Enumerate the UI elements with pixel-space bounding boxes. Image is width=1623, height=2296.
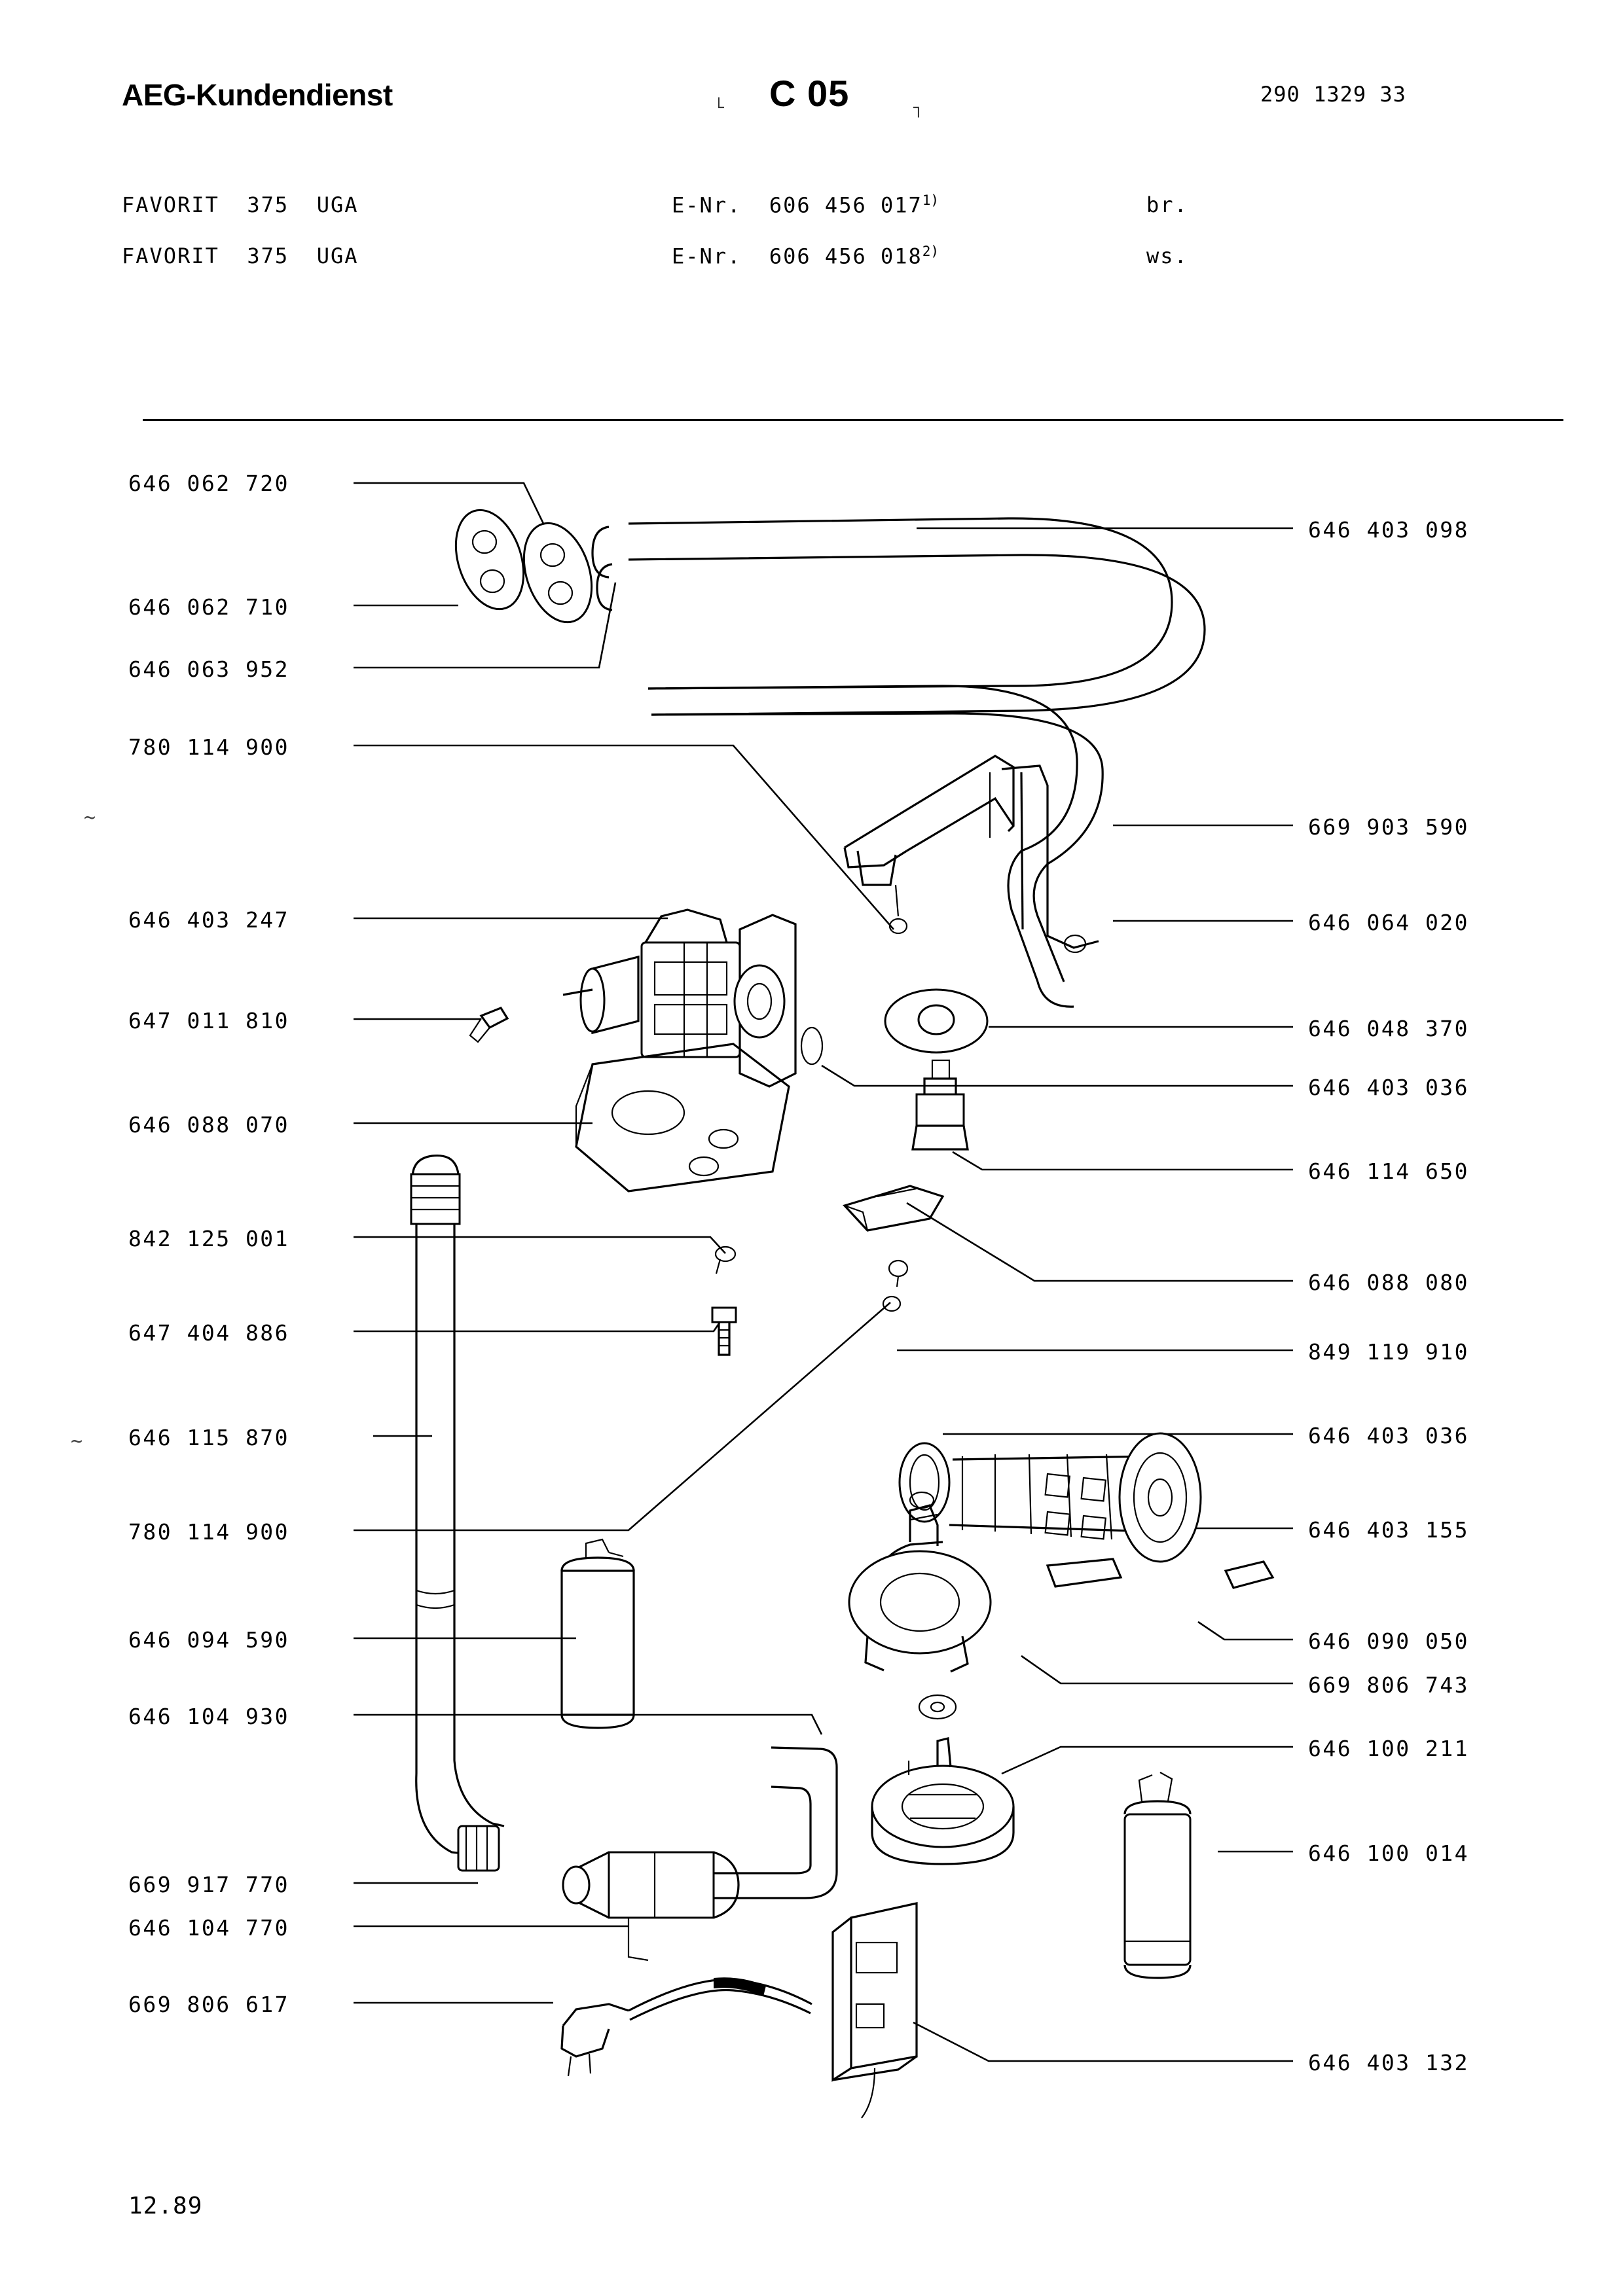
part-number-label: 780 114 900 — [128, 734, 290, 760]
model-name: FAVORIT 375 UGA — [122, 243, 359, 268]
part-number-label: 669 806 617 — [128, 1992, 290, 2017]
part-number-label: 646 090 050 — [1308, 1628, 1470, 1654]
margin-tick-icon: ~ — [84, 806, 96, 829]
model-enr-footnote: 2) — [922, 243, 939, 259]
model-enr: E-Nr. 606 456 017$^{1)}$ — [672, 192, 939, 218]
drain-hose-part — [411, 1156, 504, 1871]
washer-part — [919, 1695, 956, 1719]
part-number-label: 646 062 710 — [128, 594, 290, 620]
part-number-label: 646 048 370 — [1308, 1016, 1470, 1041]
pump-base-plate-part — [576, 1044, 789, 1191]
model-enr-footnote: 1) — [922, 192, 939, 208]
part-number-label: 646 403 155 — [1308, 1517, 1470, 1543]
part-number-label: 646 104 770 — [128, 1915, 290, 1941]
screw-part — [712, 1308, 736, 1355]
part-number-label: 669 903 590 — [1308, 814, 1470, 840]
part-number-label: 669 806 743 — [1308, 1672, 1470, 1698]
part-number-label: 646 063 952 — [128, 656, 290, 682]
element-clamp-part — [444, 501, 604, 631]
mounting-bracket-part — [845, 756, 1013, 933]
part-number-label: 646 104 930 — [128, 1704, 290, 1729]
part-number-label: 646 100 211 — [1308, 1736, 1470, 1761]
capacitor-part — [1125, 1772, 1190, 1978]
footer-date: 12.89 — [128, 2193, 203, 2219]
model-name: FAVORIT 375 UGA — [122, 192, 359, 217]
part-number-label: 646 403 098 — [1308, 517, 1470, 543]
part-number-label: 646 062 720 — [128, 471, 290, 496]
clip-bracket-part — [845, 1186, 943, 1230]
washer-part — [801, 1028, 822, 1064]
small-clip-part — [889, 1261, 907, 1287]
part-number-label: 646 403 132 — [1308, 2050, 1470, 2075]
part-number-label: 849 119 910 — [1308, 1339, 1470, 1365]
small-clip-part — [883, 1297, 900, 1311]
pump-motor-part — [563, 910, 795, 1086]
part-number-label: 669 917 770 — [128, 1872, 290, 1897]
part-number-label: 646 403 247 — [128, 907, 290, 933]
part-number-label: 646 100 014 — [1308, 1840, 1470, 1866]
part-number-label: 646 064 020 — [1308, 910, 1470, 935]
part-number-label: 646 094 590 — [128, 1627, 290, 1653]
part-number-label: 646 403 036 — [1308, 1423, 1470, 1448]
code-bracket-left-icon: └ — [714, 98, 724, 118]
code-bracket-right-icon: ┐ — [913, 98, 924, 118]
page-title: AEG-Kundendienst — [122, 78, 393, 112]
part-number-label: 647 404 886 — [128, 1320, 290, 1346]
margin-tick-icon: ~ — [71, 1430, 83, 1453]
pressure-switch-part — [872, 1738, 1013, 1864]
part-number-label: 646 088 070 — [128, 1112, 290, 1138]
part-number-label: 647 011 810 — [128, 1008, 290, 1033]
document-number: 290 1329 33 — [1260, 82, 1406, 107]
model-color-code: ws. — [1146, 243, 1188, 268]
part-number-label: 780 114 900 — [128, 1519, 290, 1545]
model-enr: E-Nr. 606 456 018$^{2)}$ — [672, 243, 939, 269]
air-duct-part — [563, 1748, 837, 1960]
screw-part — [470, 1008, 507, 1042]
seal-ring-part — [885, 990, 987, 1052]
part-number-label: 842 125 001 — [128, 1226, 290, 1251]
part-number-label: 646 114 650 — [1308, 1158, 1470, 1184]
part-number-label: 646 115 870 — [128, 1425, 290, 1450]
part-number-label: 646 088 080 — [1308, 1270, 1470, 1295]
section-code: C 05 — [769, 73, 850, 114]
control-box-part — [833, 1903, 917, 2118]
part-number-label: 646 403 036 — [1308, 1075, 1470, 1100]
model-color-code: br. — [1146, 192, 1188, 217]
nozzle-part — [913, 1060, 968, 1149]
screw-part — [716, 1247, 735, 1274]
filter-cartridge-part — [562, 1539, 634, 1728]
wiring-harness-part — [562, 1977, 812, 2076]
